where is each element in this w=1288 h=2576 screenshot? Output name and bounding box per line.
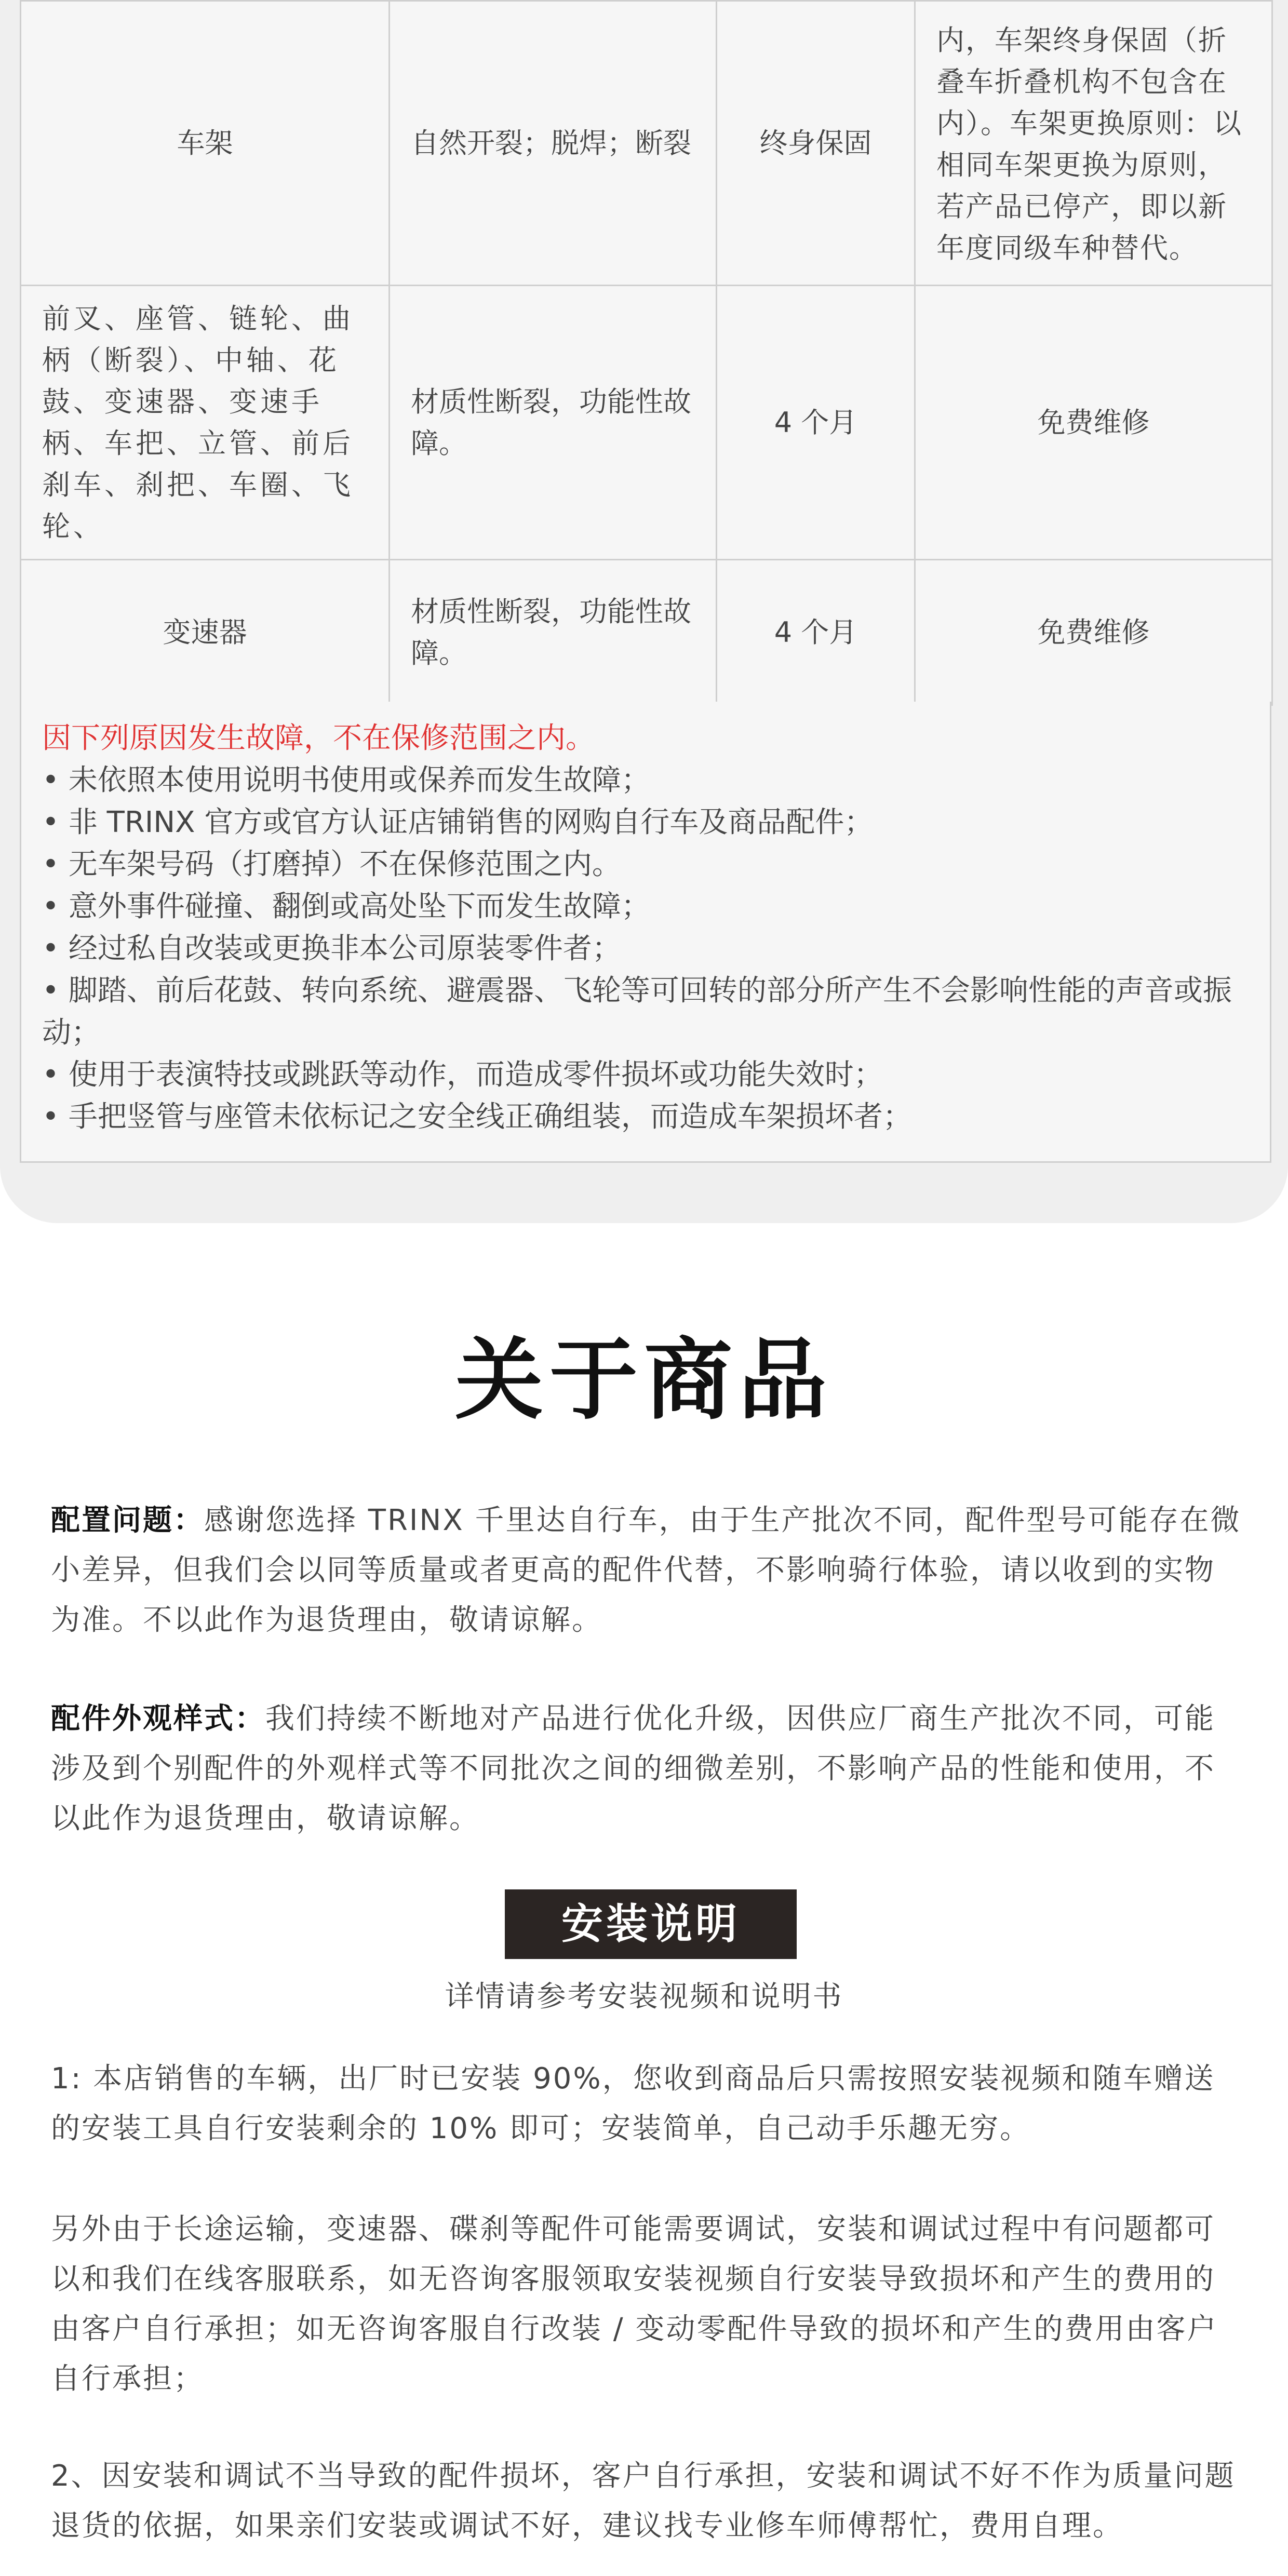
part-cell: 车架 (21, 1, 390, 286)
appearance-label: 配件外观样式： (51, 1702, 265, 1736)
install-step-2: 2、因安装和调试不当导致的配件损坏，客户自行承担，安装和调试不好不作为质量问题退货的依据，如果亲们安装或调试不好，建议找专业修车师傅帮忙，费用自理。 (51, 2459, 1236, 2543)
period-cell: 终身保固 (717, 1, 915, 286)
period-cell: 4 个月 (717, 286, 915, 560)
period-cell: 4 个月 (717, 560, 915, 705)
install-title: 安装说明 (561, 1900, 740, 1948)
list-item: • 使用于表演特技或跳跃等动作，而造成零件损坏或功能失效时； (42, 1058, 883, 1092)
warranty-table (20, 0, 1273, 706)
table-row (21, 1, 1272, 286)
fault-cell: 材质性断裂，功能性故障。 (390, 560, 717, 705)
config-paragraph (51, 1496, 1245, 1645)
fault-cell: 自然开裂；脱焊；断裂 (390, 1, 717, 286)
list-item: • 经过私自改装或更换非本公司原装零件者； (42, 932, 621, 965)
install-extra-note: 另外由于长途运输，变速器、碟刹等配件可能需要调试，安装和调试过程中有问题都可以和我们在线客服联系，如无咨询客服领取安装视频自行安装导致损坏和产生的费用的由客户自行承担；如无咨询客服自行改装 / 变动零配件导致的损坏和产生的费用由客户自行承担； (51, 2212, 1218, 2396)
list-item: • 手把竖管与座管未依标记之安全线正确组装，而造成车架损坏者； (42, 1100, 912, 1134)
policy-cell: 免费维修 (915, 286, 1272, 560)
exclusions-box (20, 702, 1271, 1163)
install-step-1: 1: 本店销售的车辆，出厂时已安装 90%，您收到商品后只需按照安装视频和随车赠送的安装工具自行安装剩余的 10% 即可；安装简单，自己动手乐趣无穷。 (51, 2062, 1215, 2145)
exclusions-list (42, 759, 1254, 1138)
list-item: • 未依照本使用说明书使用或保养而发生故障； (42, 763, 650, 797)
policy-cell: 免费维修 (915, 560, 1272, 705)
list-item: • 无车架号码（打磨掉）不在保修范围之内。 (42, 848, 621, 881)
list-item: • 脚踏、前后花鼓、转向系统、避震器、飞轮等可回转的部分所产生不会影响性能的声音或振动； (42, 974, 1232, 1050)
policy-cell (915, 1, 1272, 286)
fault-cell: 材质性断裂，功能性故障。 (390, 286, 717, 560)
part-cell: 变速器 (21, 560, 390, 705)
table-row (21, 560, 1272, 705)
list-item: • 意外事件碰撞、翻倒或高处坠下而发生故障； (42, 890, 650, 923)
install-subtitle: 详情请参考安装视频和说明书 (445, 1980, 843, 2014)
list-item: • 非 TRINX 官方或官方认证店铺销售的网购自行车及商品配件； (42, 806, 874, 839)
config-label: 配置问题： (51, 1504, 204, 1537)
page-title: 关于商品 (454, 1329, 833, 1432)
exclusions-heading: 因下列原因发生故障，不在保修范围之内。 (42, 721, 595, 755)
appearance-paragraph (51, 1694, 1245, 1844)
config-text: 感谢您选择 TRINX 千里达自行车，由于生产批次不同，配件型号可能存在微小差异，但我们会以同等质量或者更高的配件代替，不影响骑行体验，请以收到的实物为准。不以此作为退货理由，敬请谅解。 (51, 1504, 1241, 1637)
table-row (21, 286, 1272, 560)
appearance-text: 我们持续不断地对产品进行优化升级，因供应厂商生产批次不同，可能涉及到个别配件的外观样式等不同批次之间的细微差别，不影响产品的性能和使用，不以此作为退货理由，敬请谅解。 (51, 1702, 1215, 1835)
policy-text: 内，车架终身保固（折叠车折叠机构不包含在内）。车架更换原则：以相同车架更换为原则，若产品已停产，即以新年度同级车种替代。 (936, 24, 1242, 264)
part-cell: 前叉、座管、链轮、曲柄（断裂）、中轴、花鼓、变速器、变速手柄、车把、立管、前后刹车、刹把、车圈、飞轮、 (21, 286, 390, 560)
